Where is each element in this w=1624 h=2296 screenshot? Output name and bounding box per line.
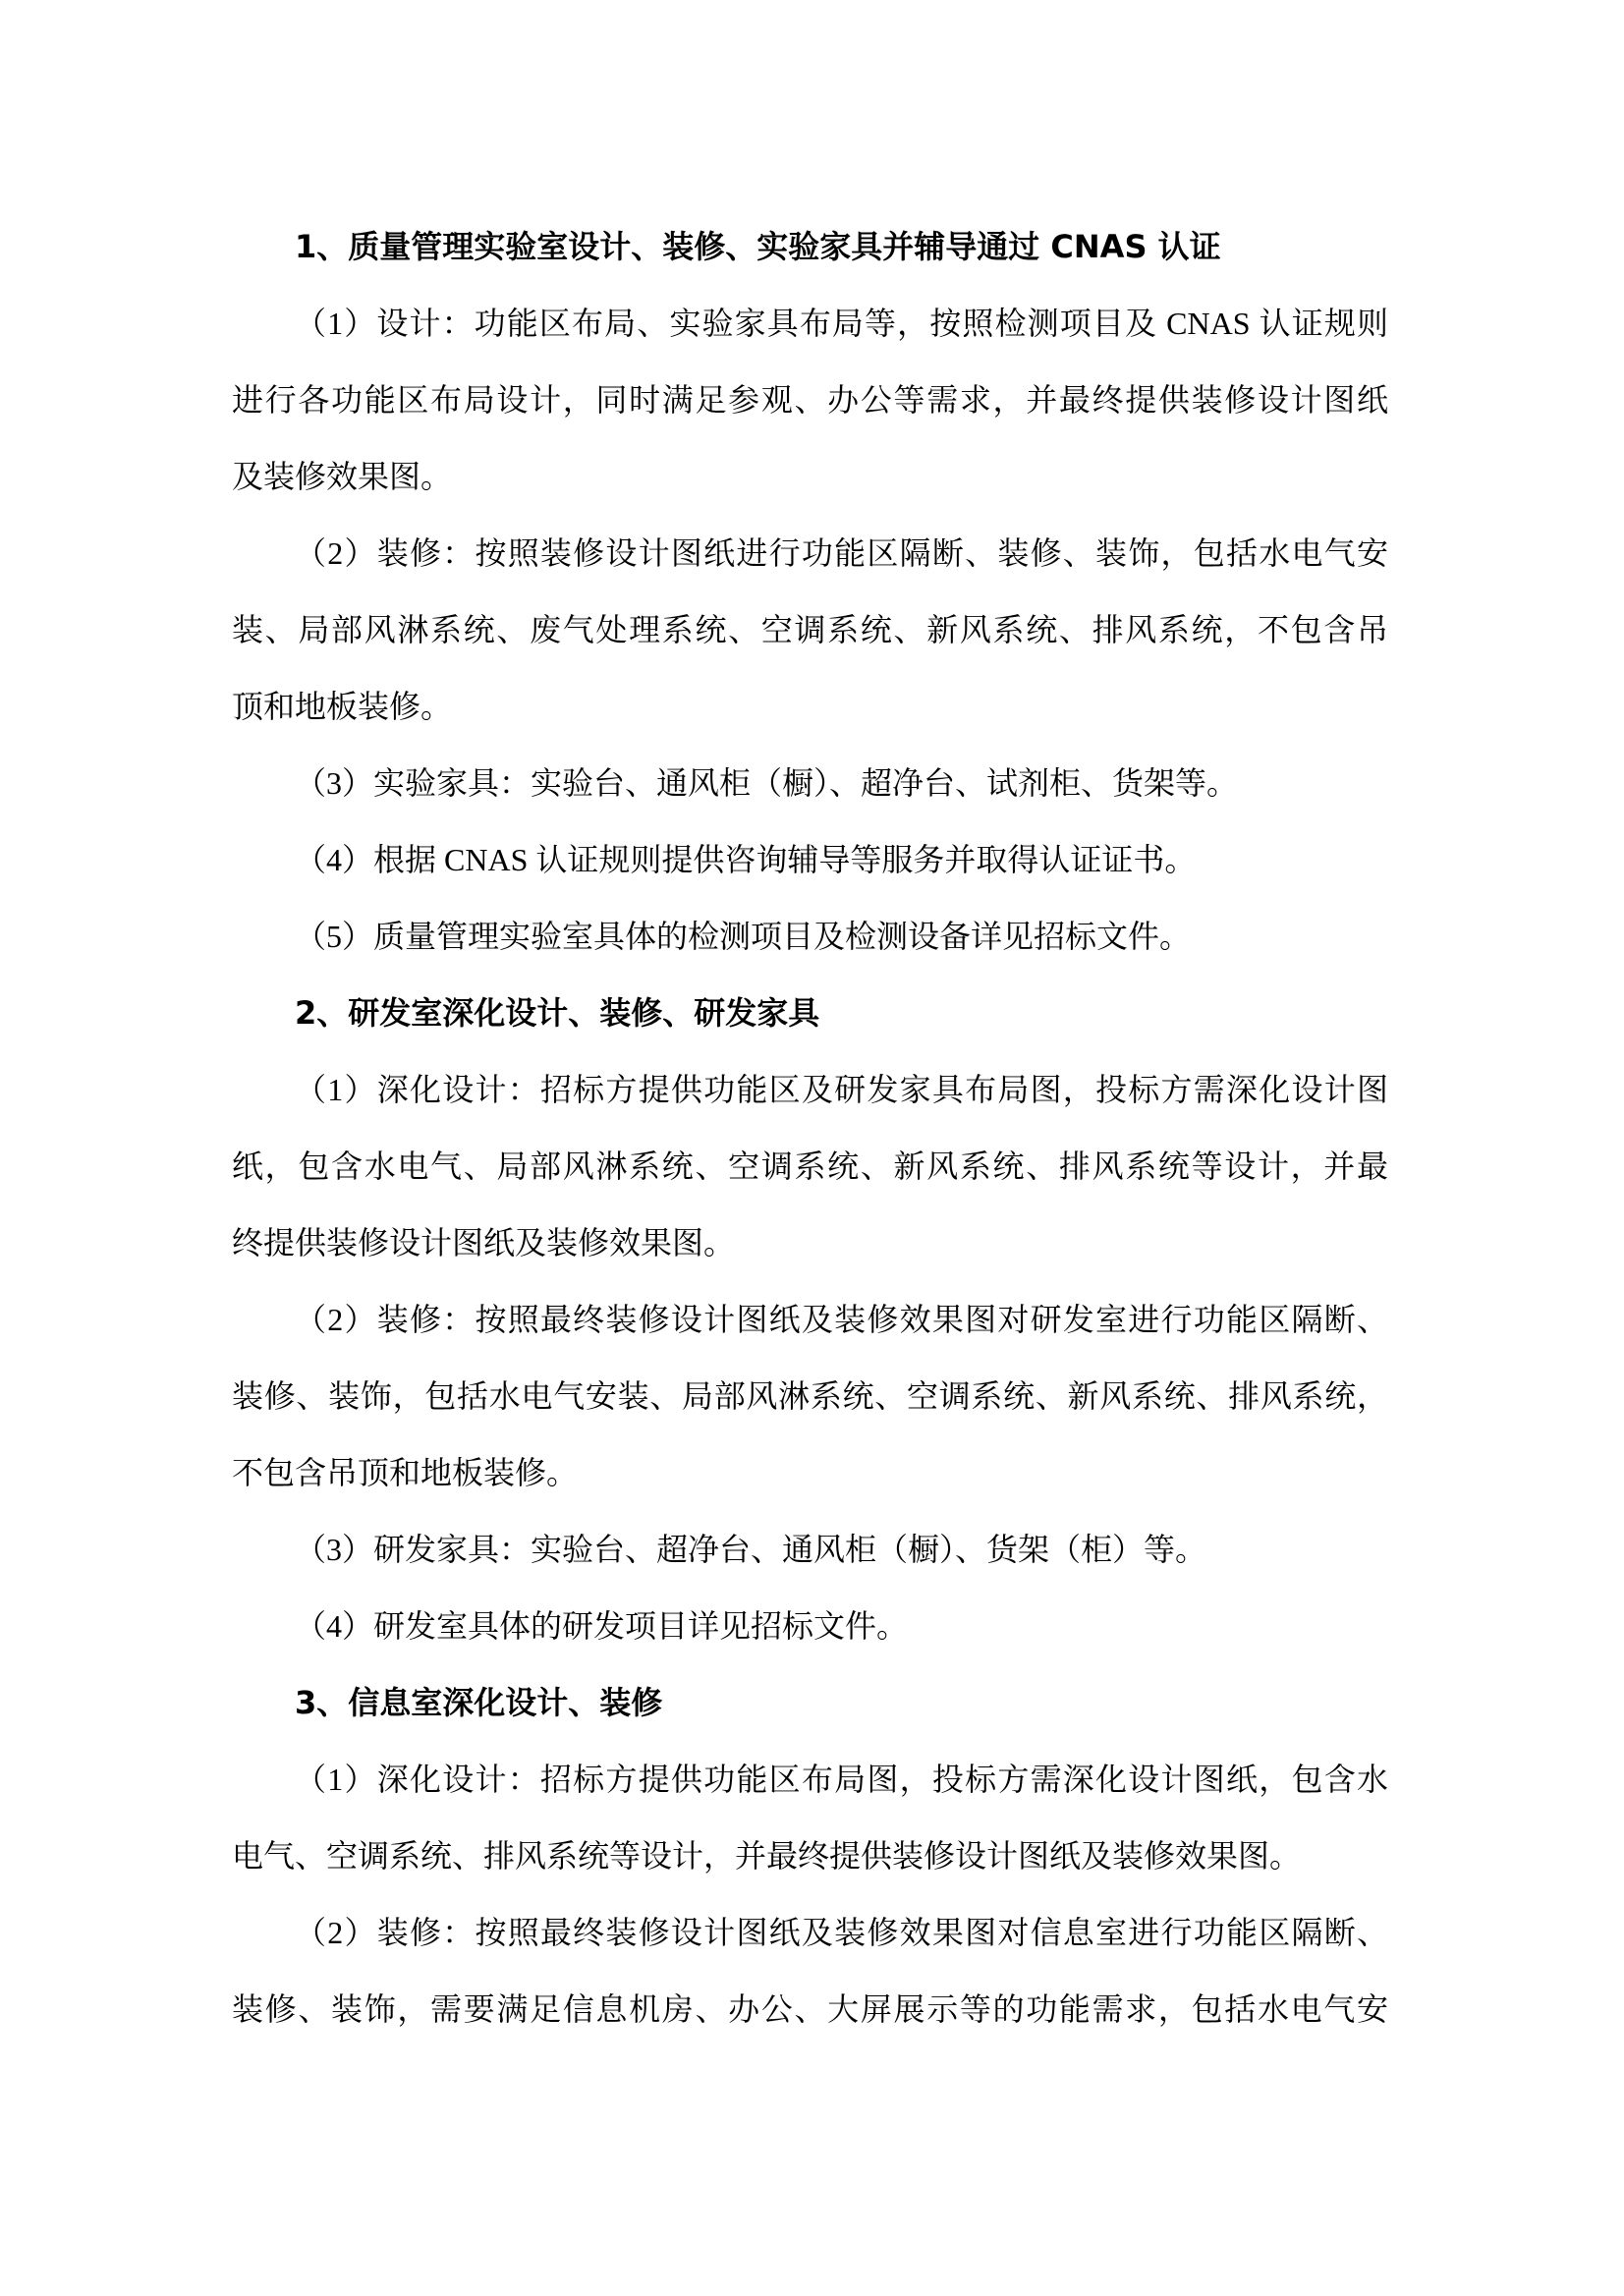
section-1-item-5 — [232, 898, 1388, 975]
paragraph-line: （2）装修：按照最终装修设计图纸及装修效果图对信息室进行功能区隔断、 — [295, 1915, 1388, 1950]
section-3-item-1 — [232, 1741, 1388, 1894]
paragraph-line: 及装修效果图。 — [232, 459, 453, 494]
paragraph-line: 装修、装饰，需要满足信息机房、办公、大屏展示等的功能需求，包括水电气安 — [232, 1991, 1388, 2027]
paragraph-line: 装、局部风淋系统、废气处理系统、空调系统、新风系统、排风系统，不包含吊 — [232, 612, 1388, 647]
paragraph-line: （1）设计：功能区布局、实验家具布局等，按照检测项目及 CNAS 认证规则 — [295, 306, 1388, 341]
section-3-heading — [232, 1664, 1388, 1741]
paragraph-line: 纸，包含水电气、局部风淋系统、空调系统、新风系统、排风系统等设计，并最 — [232, 1148, 1388, 1184]
paragraph-line: （4）研发室具体的研发项目详见招标文件。 — [295, 1608, 909, 1644]
paragraph-line: （4）根据 CNAS 认证规则提供咨询辅导等服务并取得认证证书。 — [295, 842, 1197, 877]
section-heading: 2、研发室深化设计、装修、研发家具 — [295, 994, 820, 1032]
section-1-heading — [232, 208, 1388, 285]
section-2-item-2 — [232, 1281, 1388, 1511]
paragraph-line: （1）深化设计：招标方提供功能区及研发家具布局图，投标方需深化设计图 — [295, 1072, 1388, 1107]
paragraph-line: （5）质量管理实验室具体的检测项目及检测设备详见招标文件。 — [295, 919, 1192, 954]
paragraph-line: （2）装修：按照最终装修设计图纸及装修效果图对研发室进行功能区隔断、 — [295, 1302, 1388, 1337]
section-1-item-4 — [232, 821, 1388, 898]
section-2-item-3 — [232, 1511, 1388, 1588]
section-2-heading — [232, 975, 1388, 1051]
paragraph-line: 不包含吊顶和地板装修。 — [232, 1455, 579, 1490]
paragraph-line: 进行各功能区布局设计，同时满足参观、办公等需求，并最终提供装修设计图纸 — [232, 382, 1388, 418]
section-1-item-2 — [232, 515, 1388, 745]
paragraph-line: 终提供装修设计图纸及装修效果图。 — [232, 1225, 736, 1260]
paragraph-line: （3）研发家具：实验台、超净台、通风柜（橱）、货架（柜）等。 — [295, 1532, 1207, 1567]
paragraph-line: 装修、装饰，包括水电气安装、局部风淋系统、空调系统、新风系统、排风系统， — [232, 1378, 1388, 1414]
section-heading: 3、信息室深化设计、装修 — [295, 1684, 663, 1721]
section-2-item-4 — [232, 1588, 1388, 1664]
section-1-item-1 — [232, 285, 1388, 515]
section-2-item-1 — [232, 1051, 1388, 1281]
paragraph-line: （1）深化设计：招标方提供功能区布局图，投标方需深化设计图纸，包含水 — [295, 1762, 1388, 1797]
section-1-item-3 — [232, 745, 1388, 821]
paragraph-line: 电气、空调系统、排风系统等设计，并最终提供装修设计图纸及装修效果图。 — [232, 1838, 1302, 1874]
paragraph-line: （3）实验家具：实验台、通风柜（橱）、超净台、试剂柜、货架等。 — [295, 765, 1239, 801]
section-3-item-2 — [232, 1894, 1388, 2047]
text-content — [232, 208, 1388, 2047]
section-heading: 1、质量管理实验室设计、装修、实验家具并辅导通过 CNAS 认证 — [295, 228, 1221, 265]
paragraph-line: 顶和地板装修。 — [232, 689, 453, 724]
paragraph-line: （2）装修：按照装修设计图纸进行功能区隔断、装修、装饰，包括水电气安 — [295, 535, 1388, 571]
